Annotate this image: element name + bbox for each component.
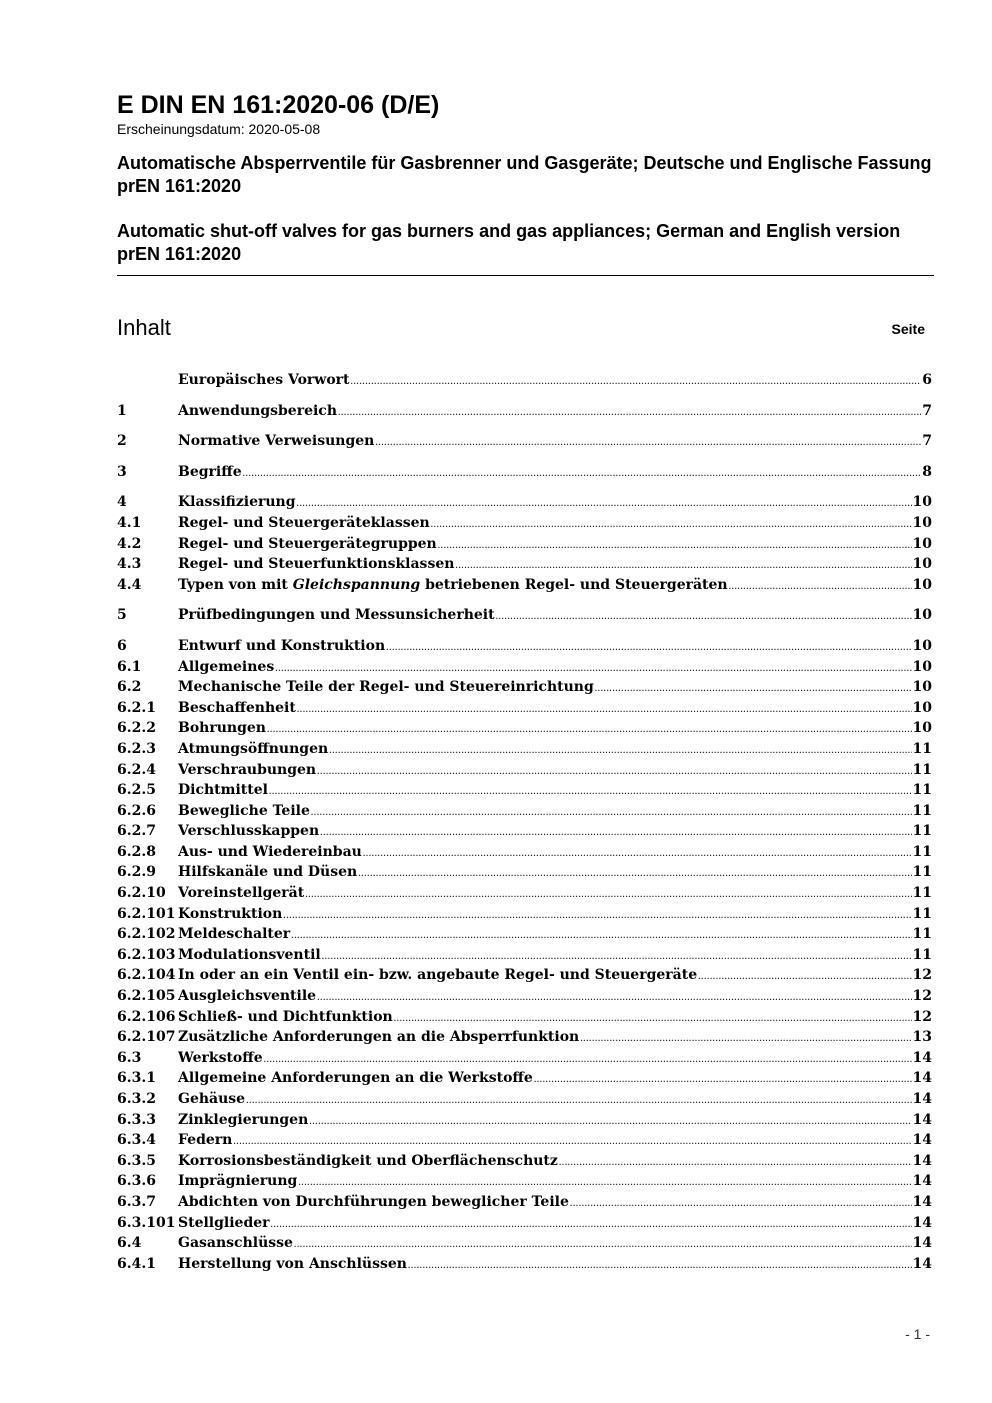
toc-entry-number: 6 <box>117 637 127 654</box>
toc-entry-number: 6.2 <box>117 679 142 696</box>
toc-entry-number: 6.1 <box>117 658 142 675</box>
toc-entry-page: 14 <box>912 1111 932 1128</box>
toc-entry-title-italic: Gleichspannung <box>292 576 421 593</box>
toc-entry-number: 5 <box>117 607 127 624</box>
toc-leader-dots <box>317 762 911 783</box>
toc-entry-number: 6.2.8 <box>117 843 156 860</box>
toc-entry-page: 10 <box>912 556 932 573</box>
toc-leader-dots <box>305 885 911 906</box>
toc-entry-page: 11 <box>912 802 932 819</box>
toc-entry-page: 10 <box>912 679 932 696</box>
toc-entry-number: 6.2.103 <box>117 946 176 963</box>
table-of-contents <box>117 370 932 1274</box>
toc-leader-dots <box>534 1070 912 1091</box>
toc-entry[interactable] <box>117 1007 932 1028</box>
toc-leader-dots <box>394 1009 912 1030</box>
toc-entry[interactable] <box>117 862 932 883</box>
toc-entry-page: 11 <box>912 782 932 799</box>
toc-entry-page: 11 <box>912 946 932 963</box>
toc-entry[interactable] <box>117 554 932 575</box>
document-id: E DIN EN 161:2020-06 (D/E) <box>117 91 440 119</box>
toc-leader-dots <box>309 1112 911 1133</box>
toc-leader-dots <box>311 803 912 824</box>
toc-entry[interactable] <box>117 760 932 781</box>
toc-entry[interactable] <box>117 801 932 822</box>
toc-entry-number: 6.3.6 <box>117 1173 156 1190</box>
toc-entry-title: Atmungsöffnungen <box>178 740 329 757</box>
toc-leader-dots <box>297 494 912 515</box>
toc-entry-title: Federn <box>178 1132 233 1149</box>
toc-entry-number: 6.2.5 <box>117 782 156 799</box>
toc-entry-title: Korrosionsbeständigkeit und Oberflächenschutz <box>178 1152 558 1169</box>
toc-entry-number: 6.2.3 <box>117 740 156 757</box>
toc-entry[interactable] <box>117 462 932 483</box>
toc-leader-dots <box>294 1235 912 1256</box>
toc-leader-dots <box>386 638 911 659</box>
toc-entry-page: 14 <box>912 1070 932 1087</box>
toc-entry-number: 6.2.102 <box>117 926 176 943</box>
toc-entry-title: Schließ- und Dichtfunktion <box>178 1008 393 1025</box>
toc-entry-page: 13 <box>912 1029 932 1046</box>
toc-entry-number: 6.2.101 <box>117 905 176 922</box>
toc-entry[interactable] <box>117 698 932 719</box>
toc-entry-page: 14 <box>912 1132 932 1149</box>
toc-entry-page: 11 <box>912 926 932 943</box>
toc-entry[interactable] <box>117 1048 932 1069</box>
toc-entry-title: Allgemeines <box>178 658 275 675</box>
toc-entry[interactable] <box>117 924 932 945</box>
toc-entry-page: 11 <box>912 740 932 757</box>
toc-entry-number: 4.4 <box>117 576 142 593</box>
toc-entry-page: 14 <box>912 1193 932 1210</box>
toc-entry-page: 10 <box>912 576 932 593</box>
toc-leader-dots <box>431 515 912 536</box>
toc-entry-page: 11 <box>912 905 932 922</box>
toc-entry-title: Regel- und Steuerfunktionsklassen <box>178 556 455 573</box>
document-header <box>117 90 934 266</box>
toc-leader-dots <box>233 1132 911 1153</box>
toc-entry-title: Werkstoffe <box>178 1049 263 1066</box>
toc-entry-page: 14 <box>912 1255 932 1272</box>
toc-entry-page: 12 <box>912 988 932 1005</box>
toc-entry-number: 6.2.2 <box>117 720 156 737</box>
toc-entry-title: Meldeschalter <box>178 926 291 943</box>
toc-leader-dots <box>271 1215 912 1236</box>
toc-entry[interactable] <box>117 636 932 657</box>
toc-entry-title: Gasanschlüsse <box>178 1235 293 1252</box>
toc-entry-number: 6.3.101 <box>117 1214 176 1231</box>
toc-entry-number: 6.2.9 <box>117 864 156 881</box>
toc-entry-page: 11 <box>912 864 932 881</box>
toc-entry-page: 10 <box>912 637 932 654</box>
toc-entry-page: 14 <box>912 1173 932 1190</box>
toc-entry[interactable] <box>117 1027 932 1048</box>
toc-entry-page: 12 <box>912 967 932 984</box>
toc-entry-number: 6.2.107 <box>117 1029 176 1046</box>
toc-entry-title: In oder an ein Ventil ein- bzw. angebaute Regel- und Steuergeräte <box>178 967 698 984</box>
toc-leader-dots <box>408 1256 912 1277</box>
toc-leader-dots <box>729 577 912 598</box>
toc-entry[interactable] <box>117 780 932 801</box>
toc-entry-page: 11 <box>912 823 932 840</box>
toc-leader-dots <box>438 536 912 557</box>
toc-entry-title: Regel- und Steuergerätegruppen <box>178 535 437 552</box>
toc-entry-title: Entwurf und Konstruktion <box>178 637 386 654</box>
toc-entry-title: Ausgleichsventile <box>178 988 317 1005</box>
toc-entry[interactable] <box>117 945 932 966</box>
toc-entry[interactable] <box>117 677 932 698</box>
toc-entry-title: Europäisches Vorwort <box>178 372 350 388</box>
toc-leader-dots <box>698 967 911 988</box>
toc-entry-page: 7 <box>922 433 932 450</box>
toc-entry-number: 6.2.6 <box>117 802 156 819</box>
toc-leader-dots <box>267 720 912 741</box>
toc-entry-title: Zusätzliche Anforderungen an die Absperrfunktion <box>178 1029 580 1046</box>
toc-entry-page: 12 <box>912 1008 932 1025</box>
toc-entry-number: 6.3.3 <box>117 1111 156 1128</box>
toc-title: Inhalt <box>117 315 171 340</box>
toc-entry-number: 6.3.5 <box>117 1152 156 1169</box>
toc-entry-page: 14 <box>912 1214 932 1231</box>
toc-entry-number: 4.1 <box>117 514 142 531</box>
toc-entry-number: 6.3.1 <box>117 1070 156 1087</box>
title-german: Automatische Absperrventile für Gasbrenner und Gasgeräte; Deutsche und Englische Fassung prEN 161:2020 <box>117 153 932 196</box>
header-divider <box>117 275 934 276</box>
toc-entry[interactable] <box>117 965 932 986</box>
toc-entry-page: 6 <box>922 372 932 388</box>
toc-leader-dots <box>595 679 912 700</box>
toc-entry[interactable] <box>117 431 932 452</box>
toc-entry-title: Gehäuse <box>178 1091 246 1107</box>
toc-entry-title: Regel- und Steuergeräteklassen <box>178 514 430 531</box>
toc-entry[interactable] <box>117 534 932 555</box>
toc-leader-dots <box>455 556 911 577</box>
toc-leader-dots <box>269 782 912 803</box>
toc-entry[interactable] <box>117 842 932 863</box>
toc-leader-dots <box>322 947 912 968</box>
toc-entry-title: Anwendungsbereich <box>178 402 337 419</box>
toc-entry-page: 10 <box>912 494 932 511</box>
toc-entry-title: Mechanische Teile der Regel- und Steuereinrichtung <box>178 679 594 696</box>
toc-entry-page: 10 <box>912 720 932 737</box>
toc-entry[interactable] <box>117 1068 932 1089</box>
toc-entry[interactable] <box>117 1130 932 1151</box>
toc-entry-number: 6.2.7 <box>117 823 156 840</box>
toc-entry-number: 2 <box>117 433 127 450</box>
toc-entry-number: 3 <box>117 463 127 480</box>
toc-entry[interactable] <box>117 883 932 904</box>
toc-leader-dots <box>338 403 921 424</box>
toc-entry-title: Aus- und Wiedereinbau <box>178 843 362 860</box>
toc-entry-page: 10 <box>912 607 932 624</box>
toc-entry-title: Bewegliche Teile <box>178 802 310 819</box>
toc-entry[interactable] <box>117 575 932 596</box>
toc-entry[interactable] <box>117 1089 932 1110</box>
toc-entry-title: Begriffe <box>178 463 242 480</box>
page-number: - 1 - <box>905 1326 930 1342</box>
toc-leader-dots <box>264 1050 912 1071</box>
toc-entry[interactable] <box>117 605 932 626</box>
toc-entry[interactable] <box>117 492 932 513</box>
toc-entry-title: Hilfskanäle und Düsen <box>178 864 358 881</box>
toc-leader-dots <box>291 926 911 947</box>
toc-entry[interactable] <box>117 1151 932 1172</box>
toc-leader-dots <box>320 823 911 844</box>
toc-entry[interactable] <box>117 657 932 678</box>
toc-entry-title: Konstruktion <box>178 905 283 922</box>
toc-leader-dots <box>363 844 912 865</box>
toc-entry-number: 4.2 <box>117 535 142 552</box>
toc-entry-number: 6.4 <box>117 1235 142 1252</box>
toc-entry[interactable] <box>117 821 932 842</box>
toc-entry[interactable] <box>117 401 932 422</box>
toc-leader-dots <box>580 1029 911 1050</box>
toc-entry-title: Beschaffenheit <box>178 699 296 716</box>
toc-leader-dots <box>298 1173 911 1194</box>
toc-entry-page: 11 <box>912 885 932 902</box>
toc-entry-title: Voreinstellgerät <box>178 885 305 902</box>
toc-entry-page: 14 <box>912 1235 932 1252</box>
toc-entry-page: 11 <box>912 843 932 860</box>
toc-entry[interactable] <box>117 1110 932 1131</box>
toc-entry-number: 4 <box>117 494 127 511</box>
toc-entry[interactable] <box>117 1171 932 1192</box>
toc-entry-page: 14 <box>912 1049 932 1066</box>
toc-heading <box>117 313 925 343</box>
toc-page-column-label: Seite <box>891 321 925 337</box>
toc-entry-page: 14 <box>912 1091 932 1107</box>
title-english: Automatic shut-off valves for gas burners and gas appliances; German and English version prEN 161:2020 <box>117 221 901 264</box>
toc-entry[interactable] <box>117 904 932 925</box>
toc-leader-dots <box>275 659 911 680</box>
toc-entry-number: 4.3 <box>117 556 142 573</box>
publication-date: Erscheinungsdatum: 2020-05-08 <box>117 121 321 137</box>
toc-entry-page: 11 <box>912 761 932 778</box>
toc-leader-dots <box>351 372 922 393</box>
toc-leader-dots <box>297 700 912 721</box>
toc-entry-title: Herstellung von Anschlüssen <box>178 1255 407 1272</box>
toc-entry[interactable] <box>117 718 932 739</box>
toc-entry-title-prefix: Typen von mit <box>178 576 293 593</box>
toc-entry-title: Stellglieder <box>178 1214 270 1231</box>
toc-entry-title: Dichtmittel <box>178 782 268 799</box>
toc-entry-number: 6.3.2 <box>117 1091 156 1107</box>
toc-entry[interactable] <box>117 1192 932 1213</box>
toc-leader-dots <box>317 988 911 1009</box>
toc-entry[interactable] <box>117 370 932 391</box>
toc-entry[interactable] <box>117 513 932 534</box>
toc-entry-title-suffix: betriebenen Regel- und Steuergeräten <box>420 576 728 593</box>
toc-entry-page: 10 <box>912 699 932 716</box>
toc-entry-title: Prüfbedingungen und Messunsicherheit <box>178 607 495 624</box>
toc-entry-title: Allgemeine Anforderungen an die Werkstoffe <box>178 1070 533 1087</box>
toc-leader-dots <box>570 1194 912 1215</box>
toc-entry-number: 6.3.4 <box>117 1132 156 1149</box>
toc-entry-number: 6.3 <box>117 1049 142 1066</box>
toc-leader-dots <box>329 741 911 762</box>
toc-leader-dots <box>283 906 911 927</box>
toc-entry-page: 14 <box>912 1152 932 1169</box>
toc-entry-title: Bohrungen <box>178 720 266 737</box>
toc-entry-title: Modulationsventil <box>178 946 321 963</box>
toc-entry-title: Imprägnierung <box>178 1173 298 1190</box>
toc-entry-page: 7 <box>922 402 932 419</box>
toc-entry-number: 6.2.104 <box>117 967 176 984</box>
toc-entry-number: 6.3.7 <box>117 1193 156 1210</box>
toc-entry-title: Abdichten von Durchführungen beweglicher Teile <box>178 1193 569 1210</box>
toc-entry-page: 8 <box>922 463 932 480</box>
toc-entry-number: 6.2.105 <box>117 988 176 1005</box>
toc-entry[interactable] <box>117 1254 932 1275</box>
toc-entry[interactable] <box>117 1233 932 1254</box>
toc-leader-dots <box>246 1091 911 1112</box>
toc-entry-number: 1 <box>117 402 127 419</box>
toc-leader-dots <box>496 607 912 628</box>
toc-entry-number: 6.2.4 <box>117 761 156 778</box>
toc-entry-title: Zinklegierungen <box>178 1111 309 1128</box>
toc-leader-dots <box>375 433 921 454</box>
toc-entry-number: 6.4.1 <box>117 1255 156 1272</box>
toc-entry-page: 10 <box>912 535 932 552</box>
toc-leader-dots <box>559 1153 912 1174</box>
toc-entry-number: 6.2.1 <box>117 699 156 716</box>
toc-entry-number: 6.2.10 <box>117 885 166 902</box>
toc-entry-title: Verschlusskappen <box>178 823 320 840</box>
toc-entry[interactable] <box>117 986 932 1007</box>
toc-leader-dots <box>358 864 911 885</box>
toc-entry-number: 6.2.106 <box>117 1008 176 1025</box>
toc-entry-title: Verschraubungen <box>178 761 317 778</box>
toc-entry-page: 10 <box>912 514 932 531</box>
toc-entry-page: 10 <box>912 658 932 675</box>
toc-entry[interactable] <box>117 1213 932 1234</box>
toc-leader-dots <box>243 464 922 485</box>
toc-entry-title <box>178 575 728 596</box>
toc-entry[interactable] <box>117 739 932 760</box>
toc-entry-title: Klassifizierung <box>178 494 296 511</box>
toc-entry-title: Normative Verweisungen <box>178 433 375 450</box>
